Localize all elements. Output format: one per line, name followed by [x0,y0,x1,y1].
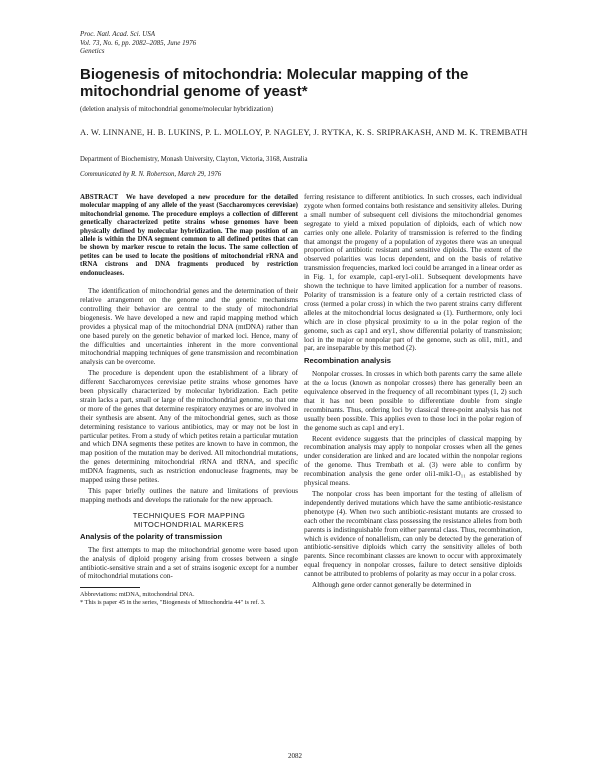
abstract [80,193,298,277]
body-paragraph: The nonpolar cross has been important for the testing of allelism of independently derived mutations which have the same antibiotic-resistance phenotype (4). When two such antibiotic-resistant mutants are crossed to each other the recombinant class possessing the resistance alleles from both parents is indistinguishable from either parental class. Thus, recombination, which is evidence of nonallelism, can only be detected by the generation of antibiotic-sensitive diploids which carry the sensitivity alleles of both parents. Since recombinant classes are known to occur with approximately equal frequency in nonpolar crosses, failure to detect sensitive diploids cannot be attributed to problems of polarity as may occur in a polar cross. [304,490,522,579]
right-column [304,193,522,592]
footnote: * This is paper 45 in the series, "Biogenesis of Mitochondria 44" is ref. 3. [80,598,266,606]
journal-name: Proc. Natl. Acad. Sci. USA [80,30,156,38]
body-paragraph: The identification of mitochondrial genes and the determination of their relative arrangement on the genome and the genetic mechanisms controlling their behavior are central to the study of mitochondrial biogenesis. We have developed a new and rapid mapping method which provides a physical map of the mitochondrial DNA (mtDNA) rather than one based purely on the genetic behavior of marked loci. Hence, many of the difficulties and uncertainties inherent in the more conventional mitochondrial mapping techniques of gene transmission and recombination analysis can be overcome. [80,287,298,367]
body-paragraph: Nonpolar crosses. In crosses in which both parents carry the same allele at the ω locus (known as nonpolar crosses) there has generally been an equivalence observed in the frequency of all recombinant types (1, 2) such that it has not been possible to differentiate double from single recombinants. Thus, ordering loci by classical three-point analysis has not usually been possible. This applies even to those loci in the polar region of the genome such as cap1 and ery1. [304,370,522,432]
journal-header [80,30,196,56]
article-title: Biogenesis of mitochondria: Molecular mapping of the mitochondrial genome of yeast* [80,66,469,100]
body-paragraph: Although gene order cannot generally be determined in [312,581,472,590]
communicated-by: Communicated by R. N. Robertson, March 29, 1976 [80,171,222,178]
journal-section: Genetics [80,47,105,55]
abstract-text: We have developed a new procedure for the detailed molecular mapping of any allele of the yeast (Saccharomyces cerevisiae) mitochondrial genome. The procedure employs a collection of different genetically characterized petite strains whose genomes have been physically defined by molecular hybridization. The map position of an allele is within the DNA segment common to all defined petites that can be shown by marker rescue to retain the locus. The same collection of petites can be used to locate the positions of mitochondrial rRNA and tRNA cistrons and DNA fragments produced by restriction endonucleases. [80,193,298,277]
author-list: A. W. LINNANE, H. B. LUKINS, P. L. MOLLOY, P. NAGLEY, J. RYTKA, K. S. SRIPRAKASH, AND M. K. TREMBATH [80,127,528,137]
section-heading [80,511,298,529]
page-number: 2082 [288,752,302,760]
subsection-heading: Analysis of the polarity of transmission [80,531,223,541]
affiliation: Department of Biochemistry, Monash University, Clayton, Victoria, 3168, Australia [80,156,308,163]
section-heading-line: TECHNIQUES FOR MAPPING [132,510,246,520]
journal-volume: Vol. 73, No. 6, pp. 2082–2085, June 1976 [80,38,197,47]
body-paragraph: This paper briefly outlines the nature and limitations of previous mapping methods and develops the rationale for the new approach. [80,487,298,504]
left-column [80,193,298,606]
body-paragraph: Recent evidence suggests that the principles of classical mapping by recombination analysis may apply to nonpolar crosses when all the genes under consideration are linked and are located within the nonpolar regions of the genome. Thus Trembath et al. (3) were able to confirm by recombination analysis the gene order oli1-mik1-O₁₁ as established by physical means. [304,434,522,488]
footnote: Abbreviations: mtDNA, mitochondrial DNA. [80,591,195,599]
section-heading-line: MITOCHONDRIAL MARKERS [133,519,245,529]
body-paragraph: The procedure is dependent upon the establishment of a library of different Saccharomyces cerevisiae petite strains whose genomes have been physically characterized by molecular hybridization. Each petite strain lacks a part, small or large of the mitochondrial genome, so that one or more of the genes that determine respiratory enzymes or are involved in their synthesis are absent. Any of the mitochondrial genes, such as those determining resistance to various antibiotics, may or may not be lost in particular petites. From a study of which petites retain a particular mutation and which DNA segments these petites are known to have in common, the map position of the mutation may be derived. All mitochondrial mutations, the genes determining mitochondrial rRNA and tRNA, and specific mtDNA fragments, such as restriction endonuclease fragments, may be mapped using these petites. [80,369,298,485]
body-paragraph: The first attempts to map the mitochondrial genome were based upon the analysis of diploid progeny arising from crosses between a single antibiotic-sensitive strain and a set of strains isogenic except for a number of mitochondrial mutations con- [80,545,298,581]
article-keywords: (deletion analysis of mitochondrial genome/molecular hybridization) [80,105,274,113]
abstract-label: ABSTRACT [80,193,119,201]
subsection-heading: Recombination analysis [304,356,391,366]
body-paragraph: ferring resistance to different antibiotics. In such crosses, each individual zygote when formed contains both resistance and sensitivity alleles. During a small number of subsequent cell divisions the mitochondrial genomes segregate to yield a mixed population of diploids, each of which now carries only one allele. Polarity of transmission is referred to the finding that amongst the progeny of a population of zygotes there was an unequal proportion of antibiotic resistant and sensitive diploids. The extent of the observed polarities was locus dependent, and on the basis of relative transmission frequencies, marked loci could be arranged in a linear order as in Fig. 1, for example, cap1-ery1-oli1. Subsequent developments have shown the technique to have limited application for a number of reasons. Polarity of transmission is a feature only of a certain restricted class of cross (termed a polar cross) in which the two parent strains carry different alleles at the mitochondrial locus designated ω (1). Furthermore, only loci which are in close physical proximity to ω in the polar region of the genome, such as cap1 and ery1, show differential polarity of transmission; loci in the major or nonpolar part of the genome, such as oli1, mit1, and par, are inseparable by this method (2). [304,193,522,353]
footnote-divider [80,587,140,588]
